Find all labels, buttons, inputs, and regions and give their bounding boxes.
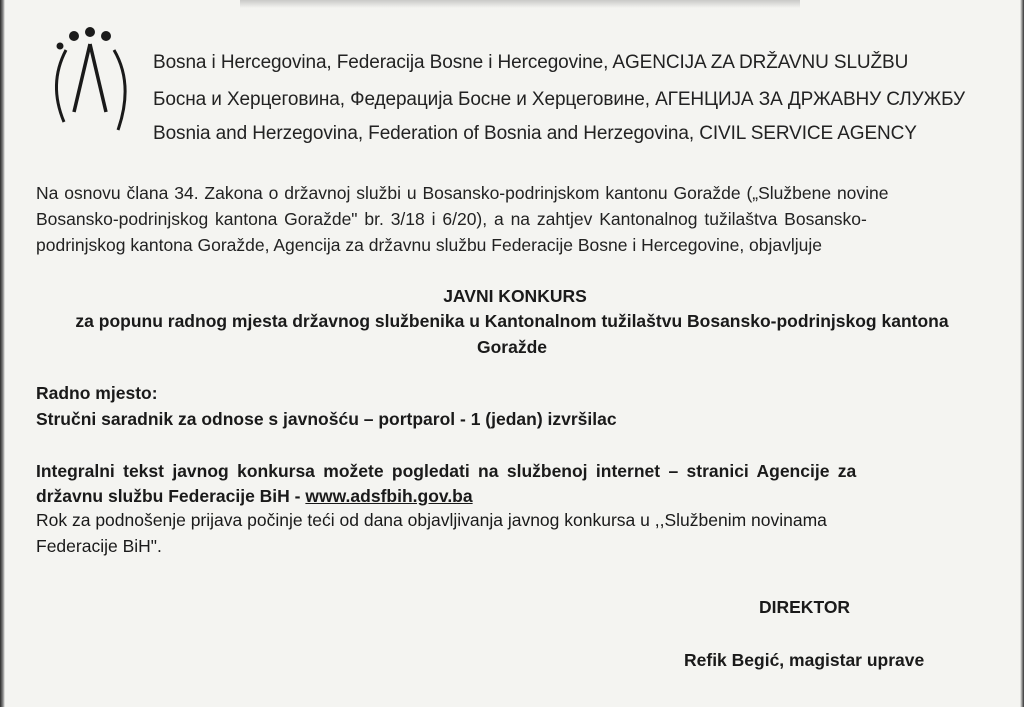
integral-text-prefix: državnu službu Federacije BiH - bbox=[36, 486, 306, 506]
agency-website-link[interactable]: www.adsfbih.gov.ba bbox=[305, 486, 473, 506]
header-line-bosnian: Bosna i Hercegovina, Federacija Bosne i Hercegovine, AGENCIJA ZA DRŽAVNU SLUŽBU bbox=[153, 52, 909, 73]
agency-logo-icon bbox=[44, 26, 136, 138]
header-line-english: Bosnia and Herzegovina, Federation of Bosnia and Herzegovina, CIVIL SERVICE AGENCY bbox=[153, 123, 917, 144]
header-line-serbian: Босна и Херцеговина, Федерација Босне и Херцеговине, АГЕНЦИЈА ЗА ДРЖАВНУ СЛУЖБУ bbox=[153, 89, 965, 110]
signature-title: DIREKTOR bbox=[759, 597, 851, 617]
integral-text-line-2 bbox=[36, 486, 473, 507]
position-label: Radno mjesto: bbox=[36, 383, 158, 403]
signature-name: Refik Begić, magistar uprave bbox=[684, 650, 925, 670]
intro-line-2: Bosansko-podrinjskog kantona Goražde" br. 3/18 i 6/20), a na zahtjev Kantonalnog tužilaštva Bosansko- bbox=[36, 209, 867, 229]
integral-text-line-1: Integralni tekst javnog konkursa možete pogledati na službenoj internet – stranici Agencije za bbox=[36, 461, 857, 481]
deadline-line-1: Rok za podnošenje prijava počinje teći od dana objavljivanja javnog konkursa u ,,Službenim novinama bbox=[36, 510, 827, 530]
scan-smudge bbox=[240, 0, 800, 8]
notice-subtitle-line-1: za popunu radnog mjesta državnog službenika u Kantonalnom tužilaštvu Bosansko-podrinjskog kantona bbox=[75, 311, 949, 331]
intro-line-3: podrinjskog kantona Goražde, Agencija za državnu službu Federacije Bosne i Hercegovine, objavljuje bbox=[36, 235, 823, 255]
notice-subtitle-line-2: Goražde bbox=[476, 337, 548, 357]
position-value: Stručni saradnik za odnose s javnošću – portparol - 1 (jedan) izvršilac bbox=[36, 409, 617, 429]
intro-line-1: Na osnovu člana 34. Zakona o državnoj službi u Bosansko-podrinjskom kantonu Goražde („Službene novine bbox=[36, 183, 889, 203]
deadline-line-2: Federacije BiH". bbox=[36, 536, 162, 556]
notice-title: JAVNI KONKURS bbox=[443, 286, 587, 306]
